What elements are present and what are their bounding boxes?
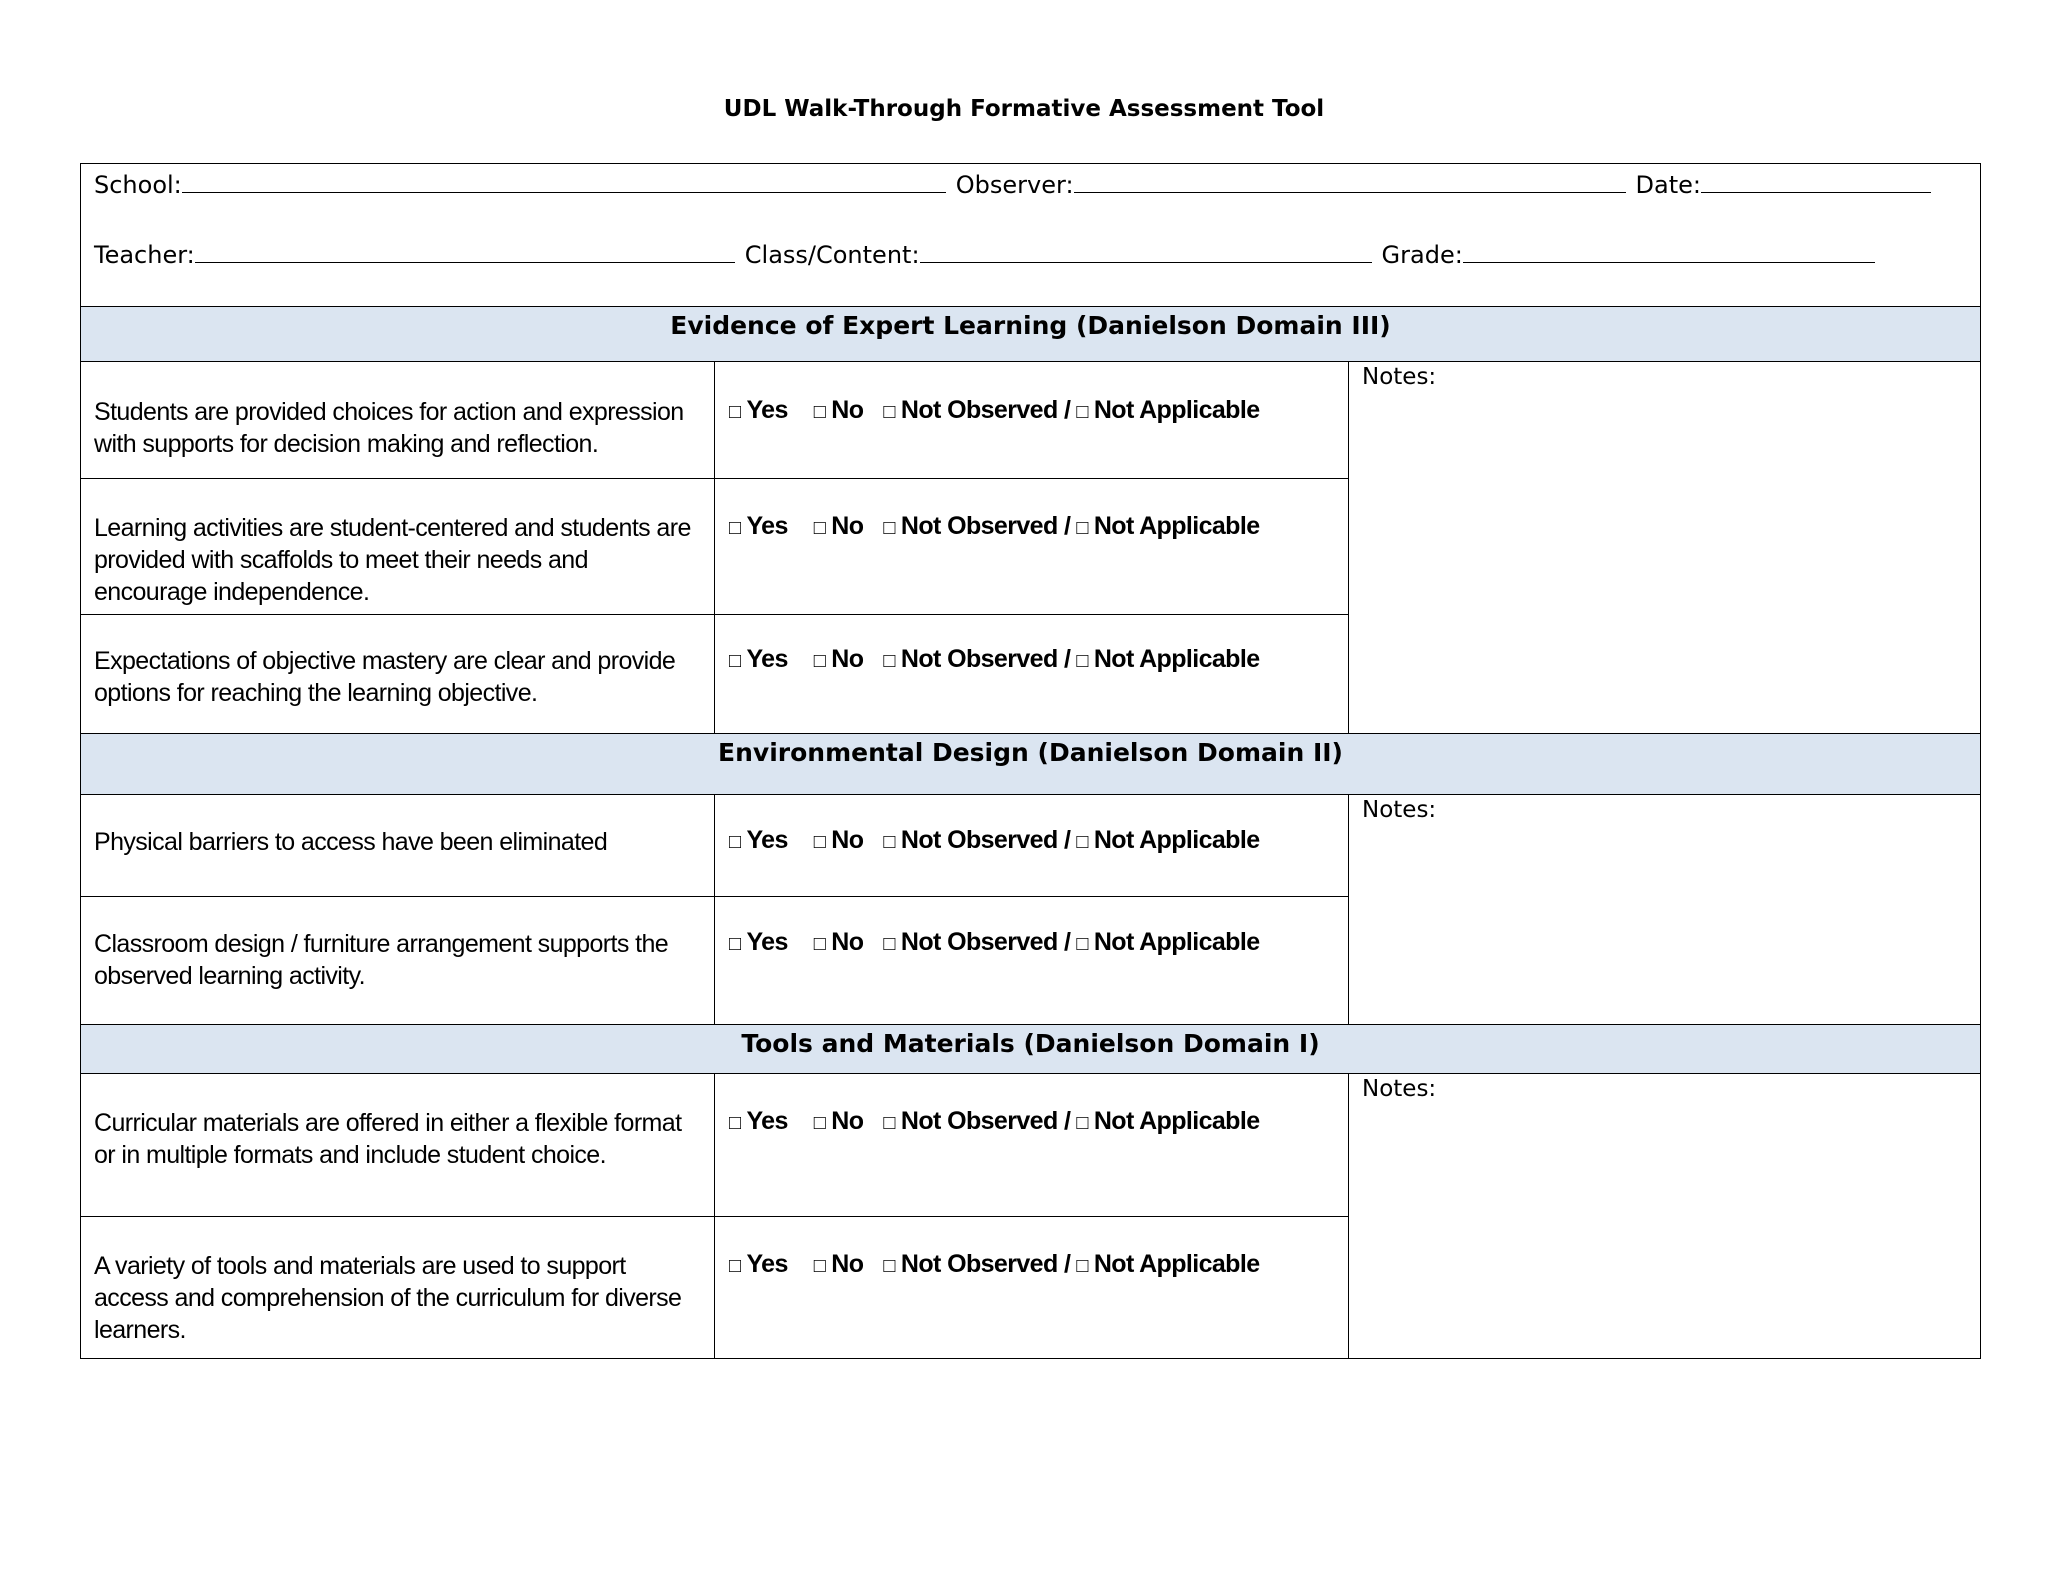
checkbox-icon: □ [1076, 650, 1088, 672]
no-option[interactable] [814, 645, 864, 674]
section-heading-text: Evidence of Expert Learning (Danielson Domain III) [670, 311, 1391, 340]
not-applicable-label: Not Applicable [1093, 1107, 1260, 1135]
no-option[interactable] [814, 1107, 864, 1136]
criterion-text: Classroom design / furniture arrangement supports the observed learning activity. [94, 930, 669, 990]
observer-field[interactable] [1074, 170, 1626, 193]
yes-option[interactable] [729, 645, 788, 674]
no-option[interactable] [814, 928, 864, 957]
not-observed-label: Not Observed / [900, 1107, 1071, 1135]
checkbox-icon: □ [813, 831, 826, 853]
section-heading-text: Environmental Design (Danielson Domain II) [718, 738, 1343, 767]
no-label: No [831, 1107, 864, 1135]
not-observed-option[interactable] [883, 645, 1070, 674]
notes-field[interactable] [1349, 795, 1981, 1025]
teacher-field[interactable] [195, 240, 735, 263]
criterion-cell [81, 1217, 715, 1359]
school-label: School: [94, 171, 182, 199]
checkbox-icon: □ [729, 1112, 741, 1134]
criterion-row [81, 795, 1981, 897]
checkbox-icon: □ [883, 933, 895, 955]
criterion-text: Expectations of objective mastery are clear and provide options for reaching the learning objective. [94, 647, 676, 707]
header-info-cell [81, 164, 1981, 307]
yes-label: Yes [746, 396, 788, 424]
no-label: No [831, 826, 864, 854]
document-title: UDL Walk-Through Formative Assessment Tool [723, 96, 1325, 122]
not-applicable-option[interactable] [1076, 928, 1259, 957]
criterion-cell [81, 897, 715, 1025]
yes-option[interactable] [729, 512, 788, 541]
checkbox-icon: □ [1076, 831, 1088, 853]
not-observed-option[interactable] [883, 928, 1070, 957]
not-observed-option[interactable] [883, 1250, 1070, 1279]
assessment-form-table [80, 163, 1981, 1359]
criterion-cell [81, 1074, 715, 1217]
notes-field[interactable] [1349, 1074, 1981, 1359]
criterion-text: Students are provided choices for action and expression with supports for decision making and reflection. [94, 398, 684, 458]
checkbox-icon: □ [1076, 517, 1088, 539]
not-applicable-option[interactable] [1076, 396, 1259, 425]
checkbox-icon: □ [729, 650, 741, 672]
response-options [715, 615, 1349, 734]
no-label: No [831, 928, 864, 956]
section-heading-row [81, 734, 1981, 795]
checkbox-icon: □ [729, 831, 741, 853]
not-observed-label: Not Observed / [900, 928, 1071, 956]
no-label: No [831, 1250, 864, 1278]
checkbox-icon: □ [1076, 1255, 1088, 1277]
no-label: No [831, 512, 864, 540]
not-observed-option[interactable] [883, 396, 1070, 425]
checkbox-icon: □ [813, 650, 826, 672]
checkbox-icon: □ [883, 831, 895, 853]
response-options [715, 897, 1349, 1025]
yes-option[interactable] [729, 396, 788, 425]
criterion-text: Learning activities are student-centered and students are provided with scaffolds to meet their needs and encourage independence. [94, 514, 691, 606]
checkbox-icon: □ [883, 650, 895, 672]
not-applicable-label: Not Applicable [1093, 645, 1260, 673]
yes-option[interactable] [729, 826, 788, 855]
not-applicable-label: Not Applicable [1093, 512, 1260, 540]
header-info-row [81, 164, 1981, 307]
no-option[interactable] [814, 1250, 864, 1279]
not-observed-label: Not Observed / [900, 396, 1071, 424]
not-applicable-option[interactable] [1076, 1250, 1259, 1279]
response-options [715, 1074, 1349, 1217]
checkbox-icon: □ [813, 933, 826, 955]
not-applicable-option[interactable] [1076, 645, 1259, 674]
not-applicable-option[interactable] [1076, 826, 1259, 855]
yes-label: Yes [746, 1250, 788, 1278]
yes-option[interactable] [729, 928, 788, 957]
criterion-text: Physical barriers to access have been eliminated [94, 828, 608, 856]
not-observed-label: Not Observed / [900, 826, 1071, 854]
checkbox-icon: □ [729, 517, 741, 539]
checkbox-icon: □ [729, 401, 741, 423]
notes-label: Notes: [1362, 1076, 1437, 1102]
not-observed-label: Not Observed / [900, 512, 1071, 540]
yes-label: Yes [746, 928, 788, 956]
criterion-text: Curricular materials are offered in either a flexible format or in multiple formats and include student choice. [94, 1109, 682, 1169]
grade-label: Grade: [1381, 241, 1463, 269]
yes-option[interactable] [729, 1250, 788, 1279]
section-heading-row [81, 307, 1981, 362]
class-content-label: Class/Content: [744, 241, 920, 269]
section-heading-text: Tools and Materials (Danielson Domain I) [741, 1029, 1320, 1058]
criterion-row [81, 362, 1981, 479]
school-field[interactable] [182, 170, 946, 193]
criterion-cell [81, 479, 715, 615]
date-field[interactable] [1701, 170, 1931, 193]
criterion-cell [81, 795, 715, 897]
not-applicable-label: Not Applicable [1093, 826, 1260, 854]
section-heading [81, 307, 1981, 362]
yes-label: Yes [746, 1107, 788, 1135]
criterion-cell [81, 615, 715, 734]
no-option[interactable] [814, 826, 864, 855]
checkbox-icon: □ [729, 1255, 741, 1277]
not-applicable-label: Not Applicable [1093, 396, 1260, 424]
observer-label: Observer: [955, 171, 1074, 199]
not-observed-option[interactable] [883, 1107, 1070, 1136]
criterion-text: A variety of tools and materials are used to support access and comprehension of the curriculum for diverse learners. [94, 1252, 682, 1344]
checkbox-icon: □ [813, 1112, 826, 1134]
not-applicable-label: Not Applicable [1093, 1250, 1260, 1278]
header-line-2 [94, 240, 1875, 269]
checkbox-icon: □ [883, 1112, 895, 1134]
not-observed-option[interactable] [883, 826, 1070, 855]
not-applicable-label: Not Applicable [1093, 928, 1260, 956]
not-observed-label: Not Observed / [900, 645, 1071, 673]
class-content-field[interactable] [920, 240, 1372, 263]
response-options [715, 1217, 1349, 1359]
notes-label: Notes: [1362, 364, 1437, 390]
not-applicable-option[interactable] [1076, 1107, 1259, 1136]
yes-label: Yes [746, 826, 788, 854]
response-options [715, 362, 1349, 479]
checkbox-icon: □ [813, 1255, 826, 1277]
not-observed-label: Not Observed / [900, 1250, 1071, 1278]
notes-field[interactable] [1349, 362, 1981, 734]
checkbox-icon: □ [883, 1255, 895, 1277]
yes-label: Yes [746, 512, 788, 540]
checkbox-icon: □ [883, 517, 895, 539]
checkbox-icon: □ [729, 933, 741, 955]
section-heading-row [81, 1025, 1981, 1074]
criterion-row [81, 1074, 1981, 1217]
no-label: No [831, 396, 864, 424]
response-options [715, 795, 1349, 897]
yes-label: Yes [746, 645, 788, 673]
yes-option[interactable] [729, 1107, 788, 1136]
checkbox-icon: □ [813, 401, 826, 423]
checkbox-icon: □ [1076, 933, 1088, 955]
notes-label: Notes: [1362, 797, 1437, 823]
criterion-cell [81, 362, 715, 479]
no-option[interactable] [814, 512, 864, 541]
checkbox-icon: □ [813, 517, 826, 539]
not-observed-option[interactable] [883, 512, 1070, 541]
section-heading [81, 734, 1981, 795]
section-heading [81, 1025, 1981, 1074]
not-applicable-option[interactable] [1076, 512, 1259, 541]
checkbox-icon: □ [1076, 401, 1088, 423]
teacher-label: Teacher: [94, 241, 195, 269]
grade-field[interactable] [1463, 240, 1875, 263]
no-option[interactable] [814, 396, 864, 425]
checkbox-icon: □ [883, 401, 895, 423]
no-label: No [831, 645, 864, 673]
header-line-1 [94, 170, 1931, 199]
response-options [715, 479, 1349, 615]
date-label: Date: [1635, 171, 1701, 199]
checkbox-icon: □ [1076, 1112, 1088, 1134]
